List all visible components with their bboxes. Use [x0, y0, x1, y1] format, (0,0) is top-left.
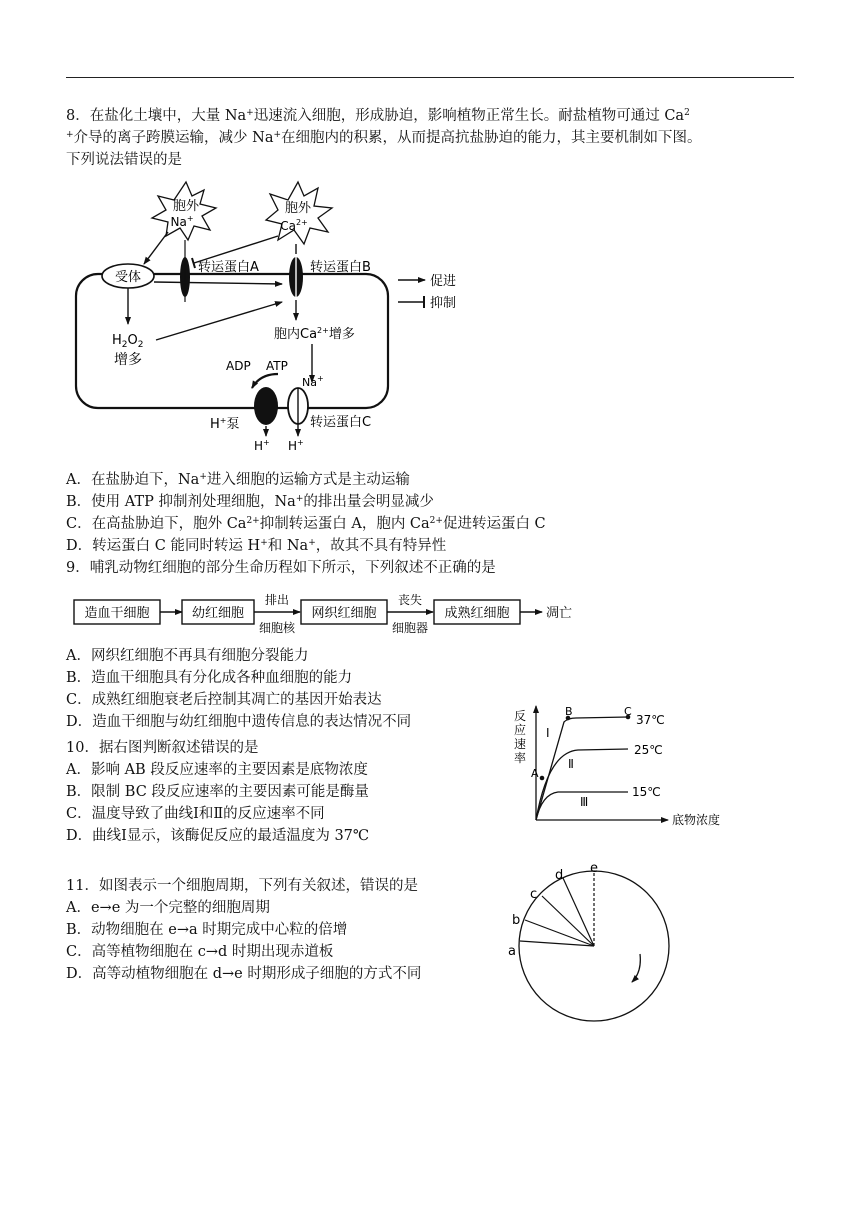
- q9-option-c: C．成熟红细胞衰老后控制其凋亡的基因开始表达: [66, 692, 382, 708]
- label-e: e: [590, 862, 598, 876]
- salt-stress-diagram: [70, 178, 470, 458]
- h-out-label-1: H+: [254, 438, 270, 453]
- protein-c-label: 转运蛋白C: [310, 415, 372, 430]
- label-c: c: [530, 887, 538, 902]
- q8-stem-line-3: 下列说法错误的是: [66, 152, 182, 168]
- label-a: a: [508, 944, 516, 959]
- out-ca-label-2: $Ca^{2+}$: [280, 218, 308, 233]
- q10-option-b: B．限制 BC 段反应速率的主要因素可能是酶量: [66, 784, 369, 800]
- flow-arrow-3-top: 丧失: [397, 593, 423, 607]
- q8-option-c: C．在高盐胁迫下，胞外 $Ca^{2+}$抑制转运蛋白 A，胞内 $Ca^{2+}$促进转运蛋白 C: [66, 516, 546, 532]
- receptor-label: 受体: [114, 270, 142, 285]
- label-b: b: [512, 913, 521, 928]
- out-ca-label-1: 胞外: [284, 201, 312, 216]
- q11-option-c: C．高等植物细胞在 c→d 时期出现赤道板: [66, 944, 334, 960]
- point-c-label: C: [624, 705, 632, 718]
- y-label-1: 反: [513, 709, 527, 723]
- q11-option-b: B．动物细胞在 e→a 时期完成中心粒的倍增: [66, 922, 348, 938]
- out-na-label-2: Na+: [170, 214, 194, 229]
- flow-arrow-2-top: 排出: [264, 593, 290, 607]
- flow-box-4-label: 成熟红细胞: [444, 606, 510, 621]
- q11-option-d: D．高等动植物细胞在 d→e 时期形成子细胞的方式不同: [66, 966, 422, 982]
- protein-a-label: 转运蛋白A: [198, 260, 259, 275]
- y-label-4: 率: [513, 751, 527, 765]
- na-label: Na+: [302, 374, 324, 389]
- q10-stem: 10．据右图判断叙述错误的是: [66, 740, 259, 756]
- q10-option-c: C．温度导致了曲线Ⅰ和Ⅱ的反应速率不同: [66, 806, 325, 822]
- t25-label: 25℃: [634, 743, 663, 757]
- q8-stem-line-1: 8．在盐化土壤中，大量 Na+迅速流入细胞，形成胁迫，影响植物正常生长。耐盐植物可通过 Ca$^2$: [66, 108, 690, 124]
- q11-stem: 11．如图表示一个细胞周期，下列有关叙述，错误的是: [66, 878, 418, 894]
- curve-25: [536, 749, 628, 820]
- q9-stem: 9．哺乳动物红细胞的部分生命历程如下所示，下列叙述不正确的是: [66, 560, 496, 576]
- q9-option-d: D．造血干细胞与幼红细胞中遗传信息的表达情况不同: [66, 714, 412, 730]
- point-a: [540, 776, 545, 781]
- point-b-label: B: [565, 705, 573, 718]
- adp-label: ADP: [226, 359, 251, 373]
- q8-stem-line-2: +介导的离子跨膜运输，减少 Na+在细胞内的积累，从而提高抗盐胁迫的能力，其主要机制如下图。: [66, 130, 702, 146]
- protein-b-label: 转运蛋白B: [310, 260, 371, 275]
- rbc-flow-diagram: [72, 588, 592, 638]
- q9-option-a: A．网织红细胞不再具有细胞分裂能力: [66, 648, 309, 664]
- q11-option-a: A．e→e 为一个完整的细胞周期: [66, 900, 270, 916]
- curve-3-label: Ⅲ: [580, 795, 589, 809]
- y-label-3: 速: [513, 737, 527, 751]
- h-pump: [254, 387, 278, 425]
- x-axis-label: 底物浓度: [672, 813, 721, 827]
- ca-in-label: 胞内$Ca^{2+}$增多: [274, 326, 355, 342]
- out-na-label-1: 胞外: [172, 199, 200, 214]
- enzyme-rate-chart: [508, 702, 740, 832]
- flow-arrow-3-bottom: 细胞器: [391, 621, 429, 635]
- q8-option-d: D．转运蛋白 C 能同时转运 H+和 Na+，故其不具有特异性: [66, 538, 447, 554]
- t15-label: 15℃: [632, 785, 661, 799]
- q8-option-a: A．在盐胁迫下，Na+进入细胞的运输方式是主动运输: [66, 472, 410, 488]
- line-c: [542, 896, 594, 946]
- cell-cycle-diagram: [504, 862, 694, 1022]
- point-a-label: A: [531, 767, 539, 780]
- flow-box-2-label: 幼红细胞: [191, 606, 245, 621]
- flow-end-label: 凋亡: [546, 606, 573, 621]
- curve-2-label: Ⅱ: [568, 757, 574, 771]
- legend-inhibit: 抑制: [430, 296, 457, 311]
- h2o2-increase-label: 增多: [114, 352, 142, 368]
- q10-option-d: D．曲线Ⅰ显示，该酶促反应的最适温度为 37℃: [66, 828, 370, 844]
- curve-1-label: Ⅰ: [546, 726, 550, 740]
- h-out-label-2: H+: [288, 438, 304, 453]
- h-pump-label: H+泵: [210, 416, 240, 432]
- legend-promote: 促进: [430, 274, 457, 289]
- direction-arrow: [632, 954, 640, 982]
- q8-option-b: B．使用 ATP 抑制剂处理细胞，Na+的排出量会明显减少: [66, 494, 434, 510]
- y-label-2: 应: [513, 723, 527, 737]
- label-d: d: [555, 868, 564, 883]
- flow-box-3-label: 网织红细胞: [311, 606, 377, 621]
- flow-arrow-2-bottom: 细胞核: [258, 621, 296, 635]
- atp-label: ATP: [266, 359, 288, 373]
- header-rule: [66, 77, 794, 78]
- q9-option-b: B．造血干细胞具有分化成各种血细胞的能力: [66, 670, 353, 686]
- q10-option-a: A．影响 AB 段反应速率的主要因素是底物浓度: [66, 762, 368, 778]
- flow-box-1-label: 造血干细胞: [84, 606, 150, 621]
- h2o2-label: $H_2O_2$: [112, 333, 144, 350]
- t37-label: 37℃: [636, 713, 665, 727]
